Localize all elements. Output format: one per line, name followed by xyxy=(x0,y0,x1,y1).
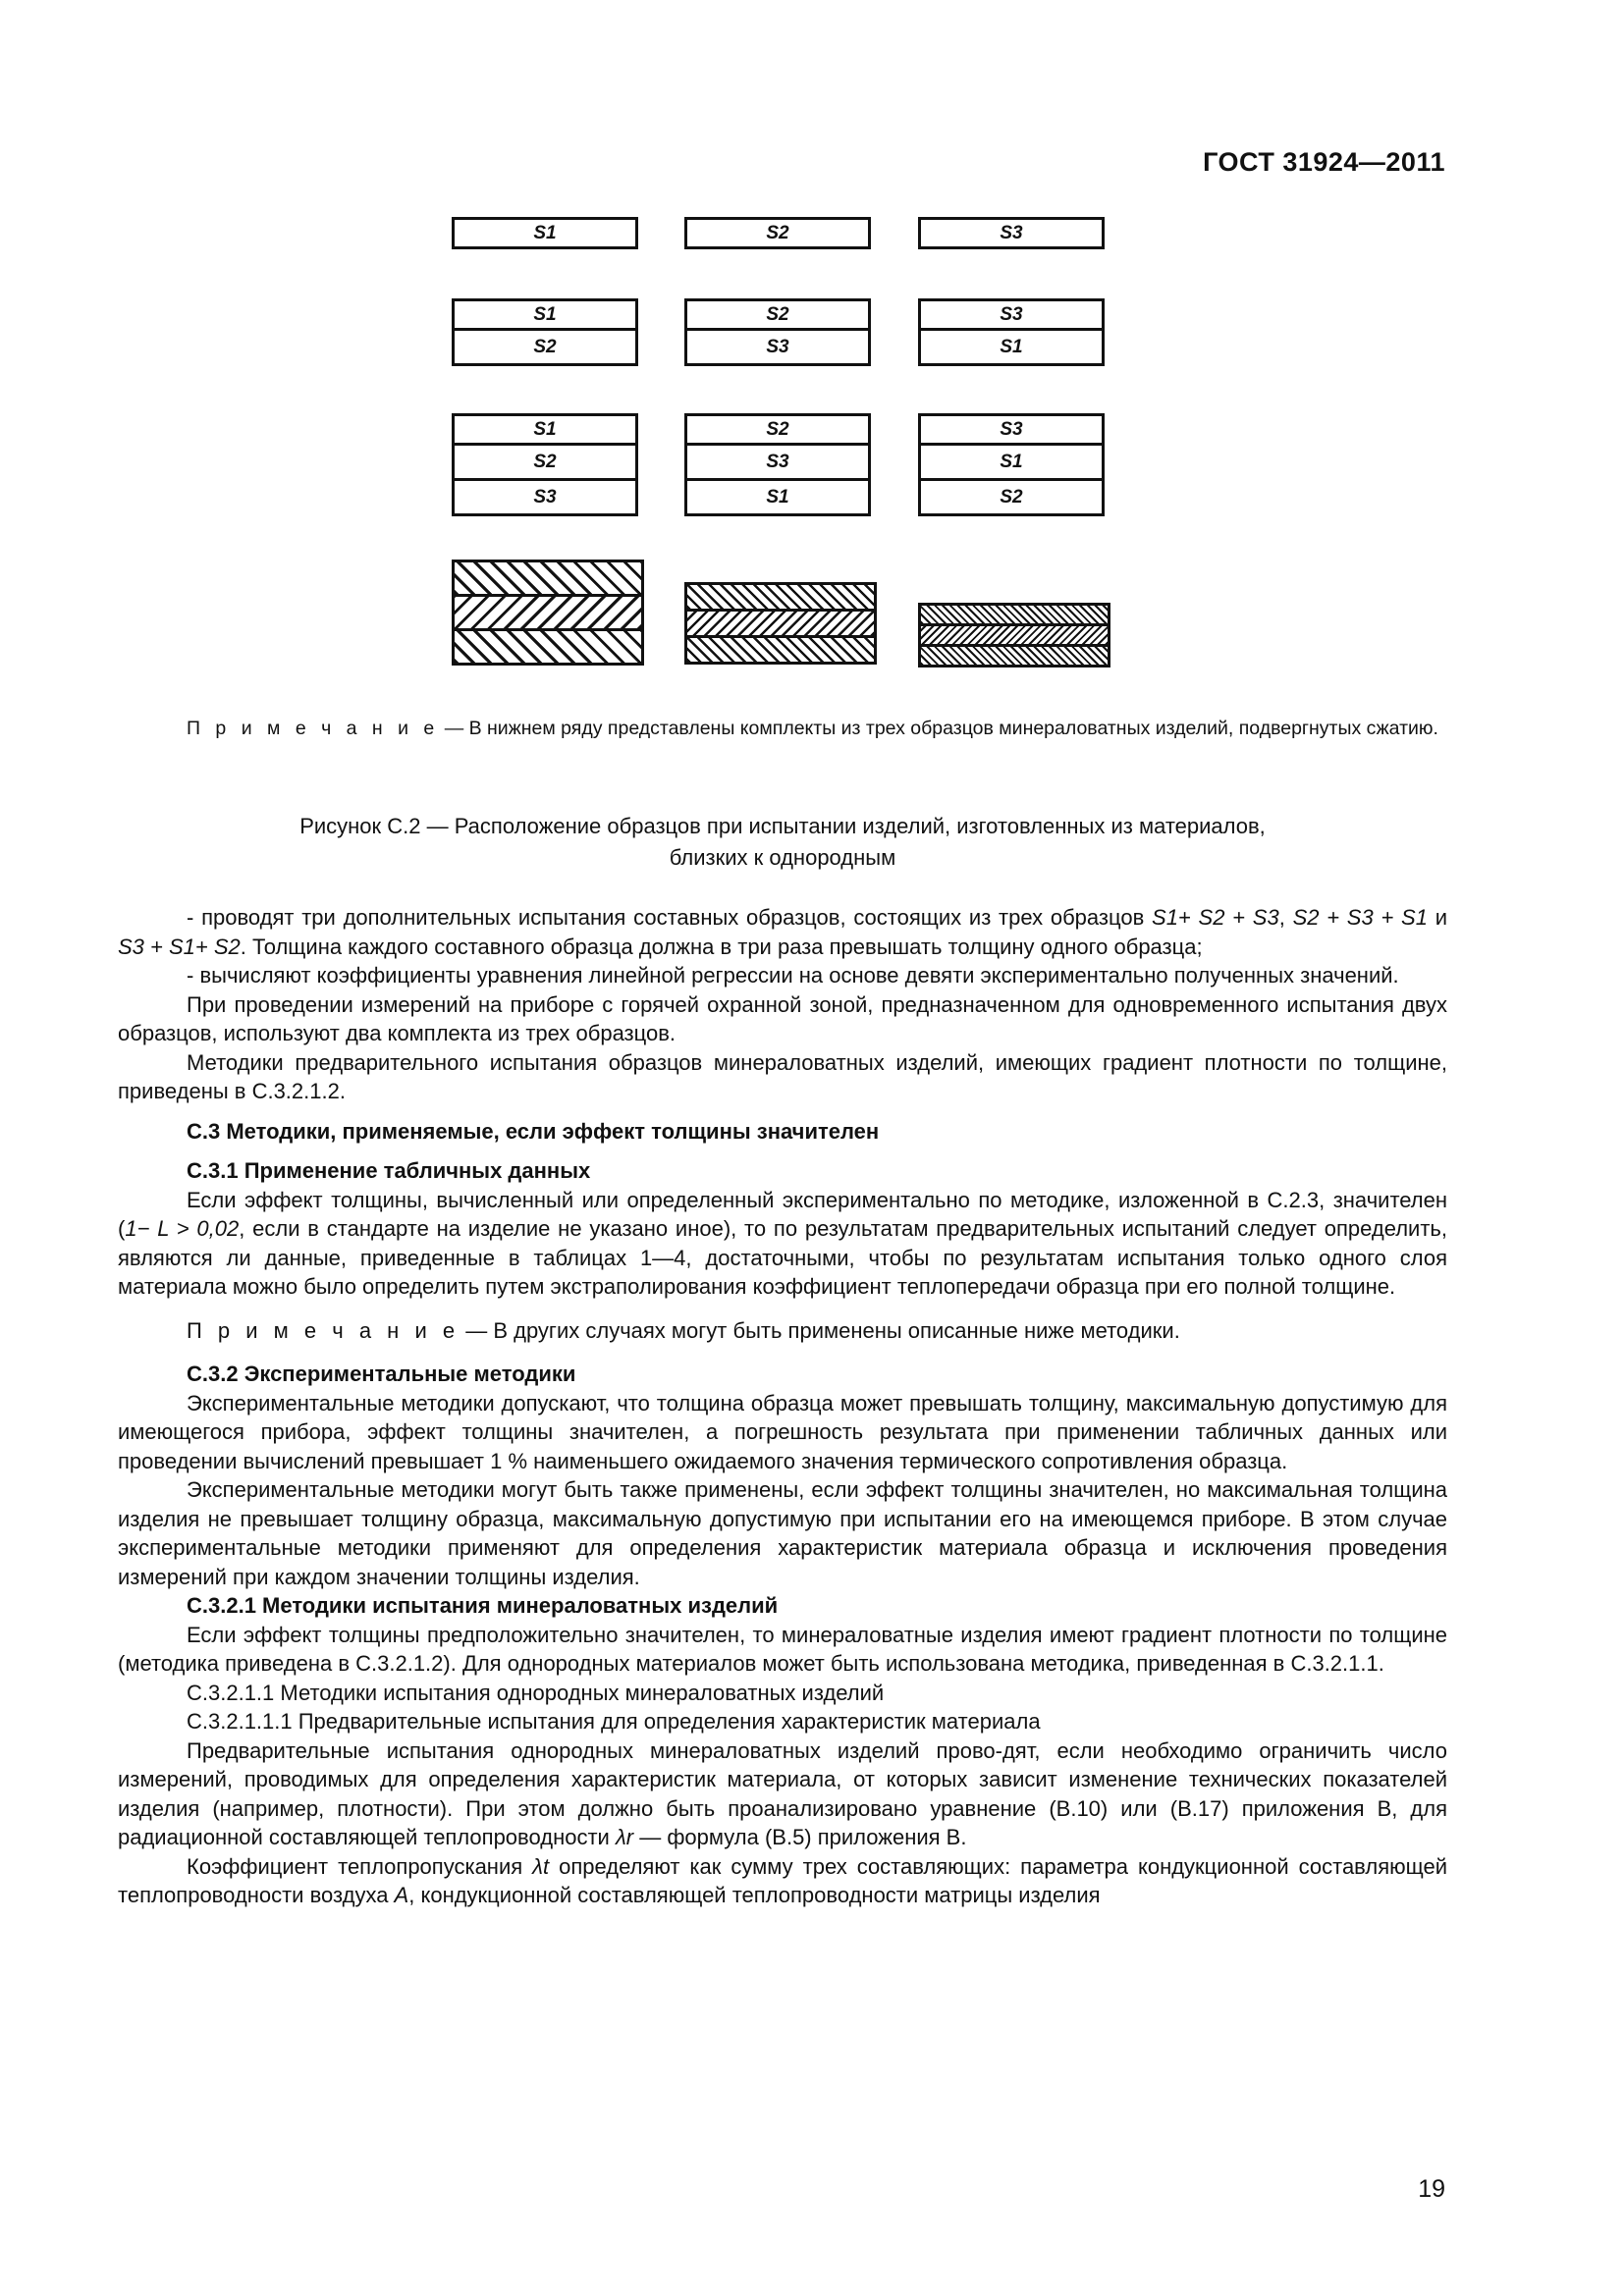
paragraph xyxy=(118,1852,1447,1910)
sample-label: S1 xyxy=(533,303,557,325)
sample-box xyxy=(684,217,871,249)
sample-label: S3 xyxy=(533,486,557,507)
formula: S2 + S3 + S1 xyxy=(1292,905,1428,930)
paragraph: Экспериментальные методики допускают, что толщина образца может превышать толщину, максимальную допустимую для имеющегося прибора, эффект толщины значителен, а погрешность результата при применении табличных данных или проведении вычислений превышает 1 % наименьшего ожидаемого значения термического сопротивления образца. xyxy=(118,1390,1447,1473)
sample-label: S2 xyxy=(766,303,789,325)
compressed-layer xyxy=(452,560,644,597)
compressed-layer xyxy=(918,644,1110,667)
text-span: и xyxy=(1427,905,1448,930)
sample-box xyxy=(918,298,1105,331)
caption-line: Рисунок С.2 — Расположение образцов при испытании изделий, изготовленных из материалов, xyxy=(299,814,1266,838)
paragraph xyxy=(118,1186,1447,1302)
note-label: П р и м е ч а н и е xyxy=(187,718,440,739)
sample-box xyxy=(684,413,871,446)
paragraph: При проведении измерений на приборе с горячей охранной зоной, предназначенном для одновременного испытания двух образцов, используют два комплекта из трех образцов. xyxy=(118,991,1447,1045)
paragraph: С.3.2.1.1.1 Предварительные испытания для определения характеристик материала xyxy=(187,1709,1041,1734)
text-span: Коэффициент теплопропускания xyxy=(187,1853,533,1879)
note-label: П р и м е ч а н и е xyxy=(187,1317,460,1343)
note-text: — В других случаях могут быть применены описанные ниже методики. xyxy=(460,1317,1180,1343)
sample-box xyxy=(918,446,1105,481)
text-span: — формула (В.5) приложения В. xyxy=(633,1825,967,1849)
sample-box xyxy=(452,298,638,331)
formula: 1− L > 0,02 xyxy=(125,1216,240,1241)
formula: S1+ S2 + S3 xyxy=(1152,905,1279,930)
sample-label: S1 xyxy=(1000,451,1023,472)
sample-box xyxy=(452,217,638,249)
section-heading: С.3 Методики, применяемые, если эффект толщины значителен xyxy=(187,1118,880,1144)
paragraph: Методики предварительного испытания образцов минераловатных изделий, имеющих градиент плотности по толщине, приведены в С.3.2.1.2. xyxy=(118,1049,1447,1103)
caption-line: близких к однородным xyxy=(669,845,896,870)
sample-box xyxy=(684,331,871,366)
sample-box xyxy=(918,217,1105,249)
document-id: ГОСТ 31924—2011 xyxy=(1203,147,1445,177)
compressed-layer xyxy=(684,609,877,638)
section-heading: С.3.2 Экспериментальные методики xyxy=(187,1362,576,1386)
sample-label: S2 xyxy=(766,418,789,440)
note xyxy=(118,1316,1447,1346)
text-span: , xyxy=(1278,905,1285,930)
paragraph: С.3.2.1.1 Методики испытания однородных минераловатных изделий xyxy=(187,1680,885,1705)
compressed-layer xyxy=(452,594,644,631)
paragraph: Экспериментальные методики могут быть также применены, если эффект толщины значителен, но максимальная толщина изделия не превышает толщину образца, максимальную допустимую при испытании его на имеющемся приборе. В этом случае экспериментальные методики применяют для определения характеристик материала образца и исключения проведения измерений при каждом значении толщины изделия. xyxy=(118,1477,1447,1589)
sample-box xyxy=(684,298,871,331)
paragraph: - вычисляют коэффициенты уравнения линейной регрессии на основе девяти экспериментально полученных значений. xyxy=(187,963,1399,988)
text-span: . Толщина каждого составного образца должна в три раза превышать толщину одного образца; xyxy=(240,934,1203,959)
sample-label: S1 xyxy=(533,418,557,440)
note-text: — В нижнем ряду представлены комплекты из трех образцов минераловатных изделий, подвергнутых сжатию. xyxy=(439,718,1438,739)
text-span: - проводят три дополнительных испытания составных образцов, состоящих из трех образцов xyxy=(187,905,1153,930)
sample-box xyxy=(918,331,1105,366)
formula: S3 + S1+ S2 xyxy=(118,934,241,959)
symbol: λr xyxy=(615,1825,634,1849)
figure-note xyxy=(118,715,1447,742)
sample-label: S1 xyxy=(766,486,789,507)
sample-box xyxy=(918,481,1105,516)
text-span: Если эффект толщины, вычисленный или определенный экспериментально по методике, изложенной в С.2.3, значителен ( xyxy=(118,1187,1447,1241)
sample-label: S3 xyxy=(1000,418,1023,440)
variable: A xyxy=(394,1883,409,1907)
compressed-layer xyxy=(684,582,877,612)
section-heading: С.3.2.1 Методики испытания минераловатных изделий xyxy=(187,1593,779,1618)
figure-c2 xyxy=(0,0,1624,687)
body-text xyxy=(118,903,1447,1910)
sample-label: S2 xyxy=(533,451,557,472)
text-span: определяют как сумму трех составляющих: параметра кондукционной составляющей теплопроводности воздуха xyxy=(118,1853,1447,1907)
sample-box xyxy=(452,481,638,516)
compressed-layer xyxy=(684,635,877,665)
paragraph xyxy=(118,903,1447,961)
sample-box xyxy=(684,446,871,481)
sample-label: S3 xyxy=(766,451,789,472)
paragraph xyxy=(118,1736,1447,1852)
sample-label: S3 xyxy=(1000,222,1023,243)
sample-label: S2 xyxy=(766,222,789,243)
sample-label: S3 xyxy=(766,336,789,357)
compressed-layer xyxy=(452,628,644,666)
sample-label: S2 xyxy=(533,336,557,357)
text-span: Предварительные испытания однородных минераловатных изделий прово-дят, если необходимо ограничить число измерений, проводимых для определения характеристик материала, от которых зависит изменение технических показателей изделия (например, плотности). При этом должно быть проанализировано уравнение (В.10) или (В.17) приложения В, для радиационной составляющей теплопроводности xyxy=(118,1737,1447,1849)
symbol: λt xyxy=(532,1853,550,1879)
text-span: , кондукционной составляющей теплопроводности матрицы изделия xyxy=(408,1883,1101,1907)
sample-box xyxy=(452,446,638,481)
paragraph: Если эффект толщины предположительно значителен, то минераловатные изделия имеют градиент плотности по толщине (методика приведена в С.3.2.1.2). Для однородных материалов может быть использована методика, приведенная в С.3.2.1.1. xyxy=(118,1622,1447,1676)
section-heading: С.3.1 Применение табличных данных xyxy=(187,1158,591,1183)
text-span: , если в стандарте на изделие не указано иное), то по результатам предварительных испытаний следует определить, являются ли данные, приведенные в таблицах 1—4, достаточными, чтобы по результатам испытания только одного слоя материала можно было определить путем экстраполирования коэффициент теплопередачи образца при его полной толщине. xyxy=(118,1216,1447,1299)
sample-box xyxy=(452,413,638,446)
sample-label: S1 xyxy=(533,222,557,243)
sample-label: S3 xyxy=(1000,303,1023,325)
page-number: 19 xyxy=(1418,2175,1445,2203)
sample-box xyxy=(452,331,638,366)
sample-label: S2 xyxy=(1000,486,1023,507)
sample-box xyxy=(684,481,871,516)
sample-box xyxy=(918,413,1105,446)
figure-caption xyxy=(118,811,1447,874)
sample-label: S1 xyxy=(1000,336,1023,357)
